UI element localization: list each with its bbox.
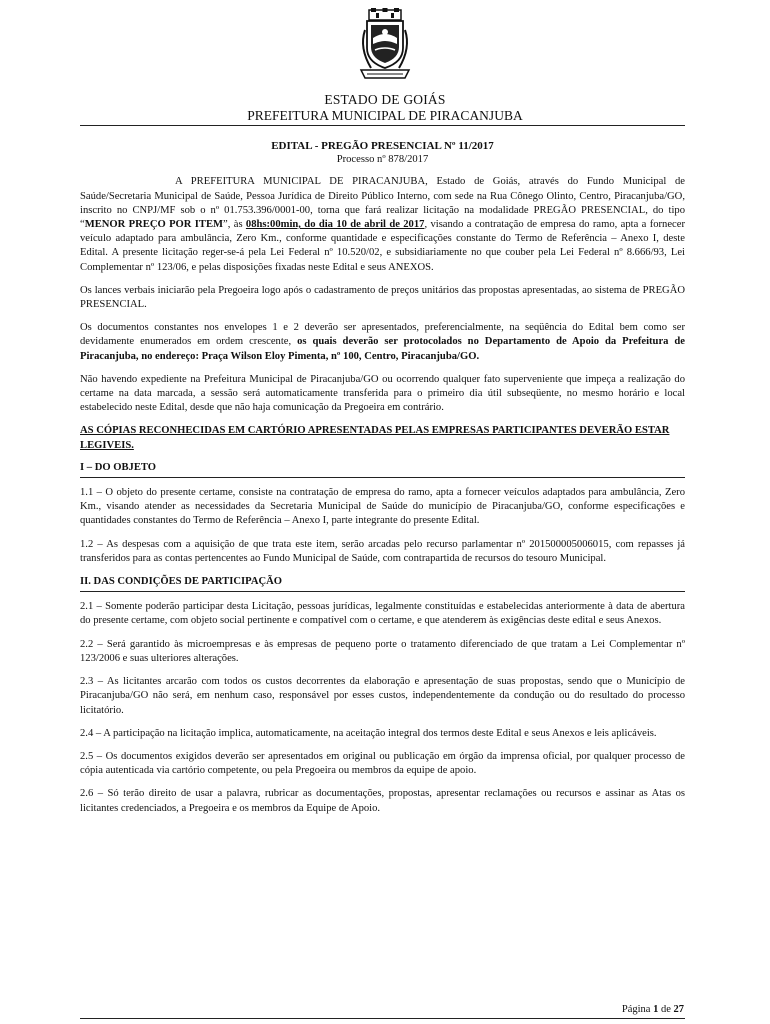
page-label: Página	[621, 1004, 651, 1015]
intro-date: 08hs:00min, do dia 10 de abril de 2017	[245, 219, 425, 231]
intro-text-a: A PREFEITURA MUNICIPAL DE PIRACANJUBA, Estado de Goiás, através do Fundo Municipal de Saúde/Secretaria Municipal de Saúde, Pessoa Jurídica de Direito Público Interno, com sede na Rua Cônego Olinto, Centro, Piracanjuba/GO, inscrito no CNPJ/MF sob o nº 01.753.396/0001-00, torna que fará realizar licitação na modalidade PREGÃO PRESENCIAL, do tipo “	[80, 176, 685, 231]
clause-2-6: 2.6 – Só terão direito de usar a palavra, rubricar as documentações, propostas, apresentar reclamações ou recursos e assinar as Atas os licitantes credenciados, a Pregoeira e os membros da Equipe de Apoio.	[80, 788, 685, 814]
lances-paragraph: Os lances verbais iniciarão pela Pregoeira logo após o cadastramento de preços unitários das propostas apresentadas, ao sistema de PREGÃO PRESENCIAL.	[80, 284, 685, 311]
clause-1-1: 1.1 – O objeto do presente certame, consiste na contratação de empresa do ramo, apta a fornecer veículos adaptados para ambulância, Zero Km., visando atender as necessidades da Secretaria Municipal de Saúde do município de Piracanjuba/GO, conforme especificações e quantidades constantes do Termo de Referência – Anexo I, parte integrante do presente Edital.	[80, 487, 685, 527]
expediente-paragraph: Não havendo expediente na Prefeitura Municipal de Piracanjuba/GO ou ocorrendo qualquer fato superveniente que impeça a realização do certame na data marcada, a sessão será automaticamente transferida para o primeiro dia útil subseqüente, no mesmo horário e local estabelecido neste Edital, desde que não haja comunicação da Pregoeira em contrário.	[80, 373, 685, 414]
documents-bold: os quais deverão ser protocolados no Departamento de Apoio da Prefeitura de Piracanjuba, no endereço: Praça Wilson Eloy Pimenta, nº 100, Centro, Piracanjuba/GO.	[80, 336, 685, 362]
section-heading-participacao: II. DAS CONDIÇÕES DE PARTICIPAÇÃO	[80, 575, 685, 592]
clause-2-2: 2.2 – Será garantido às microempresas e às empresas de pequeno porte o tratamento diferenciado de que tratam a Lei Complementar nº 123/2006 e suas ulteriores alterações.	[80, 638, 685, 664]
clause-2-5: 2.5 – Os documentos exigidos deverão ser apresentados em original ou publicação em órgão da imprensa oficial, por qualquer processo de cópia autenticada via cartório competente, ou pela Pregoeira ou membros da equipe de apoio.	[80, 750, 685, 777]
copies-notice: AS CÓPIAS RECONHECIDAS EM CARTÓRIO APRESENTADAS PELAS EMPRESAS PARTICIPANTES DEVERÃO ESTAR LEGIVEIS.	[80, 425, 670, 451]
clause-2-3: 2.3 – As licitantes arcarão com todos os custos decorrentes da elaboração e apresentação de suas propostas, sendo que o Município de Piracanjuba/GO não será, em nenhum caso, responsável por esses custos, independentemente da condução ou do resultado do processo licitatório.	[80, 676, 685, 716]
of-label: de	[660, 1004, 671, 1015]
state-heading: ESTADO DE GOIÁS	[324, 92, 446, 107]
clause-2-4: 2.4 – A participação na licitação implica, automaticamente, na aceitação integral dos termos deste Edital e seus Anexos e leis aplicáveis.	[80, 727, 657, 739]
page-number: 1	[653, 1004, 659, 1015]
edital-title: EDITAL - PREGÃO PRESENCIAL Nº 11/2017	[271, 140, 494, 152]
document-body	[80, 139, 685, 825]
intro-text-c: , visando a contratação de empresa do ramo, apta a fornecer veículo adaptado para ambulância, Zero Km., conforme quantidade e especificações constante do Termo de Referência – Anexo I, deste Edital. A presente licitação reger-se-á pela Lei Federal nº 10.520/02, e subsidiariamente no que couber pela Lei Federal nº 8.666/93, Lei Complementar nº 123/06, e pelas disposições fixadas neste Edital e seus ANEXOS.	[80, 219, 685, 273]
municipality-heading: PREFEITURA MUNICIPAL DE PIRACANJUBA	[247, 108, 523, 123]
header-divider	[80, 125, 685, 126]
documents-text: Os documentos constantes nos envelopes 1 e 2 deverão ser apresentados, preferencialmente, na seqüência do Edital bem como ser devidamente enumerados em ordem crescente,	[80, 322, 685, 348]
section-heading-objeto: I – DO OBJETO	[80, 461, 685, 478]
documents-paragraph	[80, 321, 685, 364]
intro-text-b: ”, às	[223, 219, 246, 231]
coat-of-arms-icon	[357, 8, 413, 82]
footer-divider	[80, 1018, 685, 1019]
intro-bold: MENOR PREÇO POR ITEM	[84, 219, 224, 231]
clause-2-1: 2.1 – Somente poderão participar desta Licitação, pessoas jurídicas, legalmente constituídas e estabelecidas anteriormente à data de abertura do presente certame, com objeto social pertinente e compatível com o certame, e que atenderem às exigências deste edital e seus Anexos.	[80, 601, 685, 627]
page-footer	[622, 1004, 684, 1015]
process-number: Processo nº 878/2017	[336, 154, 429, 166]
page-total: 27	[673, 1004, 684, 1015]
intro-paragraph	[80, 175, 685, 274]
clause-1-2: 1.2 – As despesas com a aquisição de que trata este item, serão arcadas pelo recurso parlamentar nº 201500005006015, com repasses já transferidos para as contas pertencentes ao Fundo Municipal de Saúde, com contrapartida de recursos do tesouro Municipal.	[80, 538, 685, 564]
